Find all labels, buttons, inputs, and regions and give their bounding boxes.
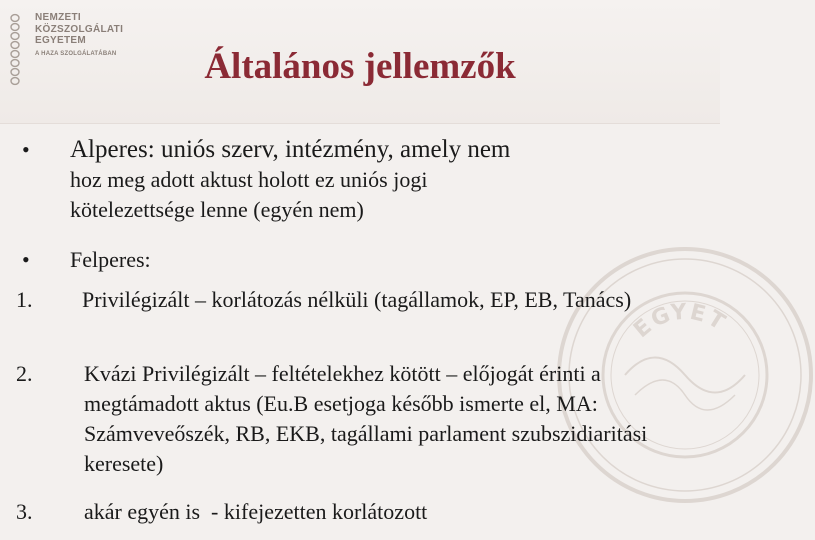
svg-text:G: G xyxy=(647,302,674,333)
slide-title: Általános jellemzők xyxy=(204,46,516,87)
svg-text:T: T xyxy=(703,306,729,336)
svg-text:E: E xyxy=(629,314,657,344)
list-item-text: akár egyén is - kifejezetten korlátozott xyxy=(84,499,428,524)
list-item xyxy=(22,245,662,275)
logo-line-2: KÖZSZOLGÁLATI xyxy=(35,23,124,35)
logo-line-3: EGYETEM xyxy=(35,35,86,46)
number-marker: 1. xyxy=(16,287,33,312)
list-item xyxy=(22,135,682,225)
svg-text:Y: Y xyxy=(669,299,688,326)
svg-text:E: E xyxy=(687,299,709,328)
number-marker: 3. xyxy=(16,499,33,524)
list-item xyxy=(16,285,666,315)
list-item xyxy=(16,497,666,527)
list-item xyxy=(16,359,666,479)
list-item-first-line: Alperes: uniós szerv, intézmény, amely nem xyxy=(70,136,511,163)
slide-header xyxy=(0,0,720,124)
slide-content xyxy=(0,135,720,540)
list-item-text: Privilégizált – korlátozás nélküli (tagállamok, EP, EB, Tanács) xyxy=(82,287,632,312)
list-item-text: Kvázi Privilégizált – feltételekhez kötött – előjogát érinti a megtámadott aktus (Eu.B esetjoga később ismerte el, MA: Számveveőszék, RB, EKB, tagállami parlament szubszidiaritási keresete) xyxy=(84,361,648,476)
list-item-text: Felperes: xyxy=(70,247,151,272)
list-item-text: hoz meg adott aktust holott ez uniós jogi kötelezettsége lenne (egyén nem) xyxy=(70,167,428,222)
logo-line-1: NEMZETI xyxy=(35,12,81,23)
bullet-marker: • xyxy=(22,247,30,272)
logo-tagline: A HAZA SZOLGÁLATÁBAN xyxy=(35,50,117,57)
number-marker: 2. xyxy=(16,361,33,386)
bullet-marker: • xyxy=(22,137,30,162)
